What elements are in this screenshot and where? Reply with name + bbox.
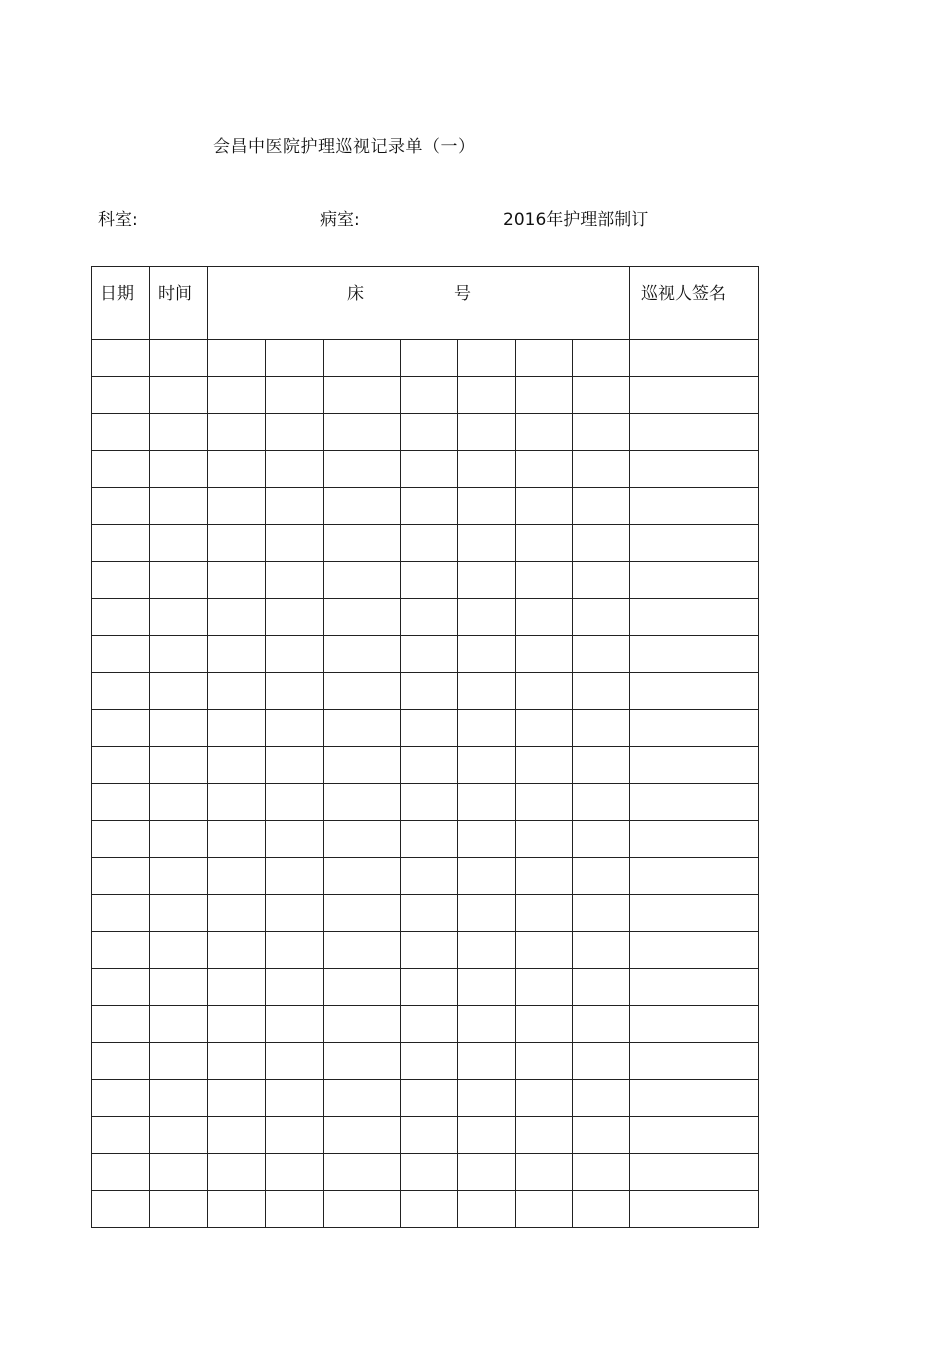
- bed-cell[interactable]: [266, 747, 324, 784]
- bed-cell[interactable]: [458, 1043, 516, 1080]
- signature-cell[interactable]: [630, 673, 759, 710]
- bed-cell[interactable]: [458, 525, 516, 562]
- date-cell[interactable]: [92, 414, 150, 451]
- table-row: [92, 488, 759, 525]
- time-cell[interactable]: [150, 340, 208, 377]
- bed-cell[interactable]: [324, 673, 401, 710]
- bed-cell[interactable]: [458, 451, 516, 488]
- bed-cell[interactable]: [208, 784, 266, 821]
- signature-cell[interactable]: [630, 451, 759, 488]
- bed-cell[interactable]: [458, 932, 516, 969]
- bed-cell[interactable]: [266, 1191, 324, 1228]
- signature-cell[interactable]: [630, 1191, 759, 1228]
- bed-cell[interactable]: [401, 414, 458, 451]
- date-cell[interactable]: [92, 377, 150, 414]
- table-row: [92, 673, 759, 710]
- signature-cell[interactable]: [630, 784, 759, 821]
- signature-cell[interactable]: [630, 636, 759, 673]
- bed-cell[interactable]: [573, 377, 630, 414]
- date-cell[interactable]: [92, 1154, 150, 1191]
- bed-cell[interactable]: [266, 1006, 324, 1043]
- bed-cell[interactable]: [573, 525, 630, 562]
- bed-cell[interactable]: [208, 821, 266, 858]
- bed-cell[interactable]: [458, 821, 516, 858]
- bed-cell[interactable]: [324, 1080, 401, 1117]
- bed-cell[interactable]: [458, 562, 516, 599]
- bed-cell[interactable]: [573, 636, 630, 673]
- bed-cell[interactable]: [208, 636, 266, 673]
- bed-cell[interactable]: [573, 821, 630, 858]
- time-cell[interactable]: [150, 377, 208, 414]
- bed-cell[interactable]: [401, 525, 458, 562]
- bed-cell[interactable]: [573, 488, 630, 525]
- bed-cell[interactable]: [458, 784, 516, 821]
- bed-cell[interactable]: [458, 636, 516, 673]
- bed-cell[interactable]: [458, 1117, 516, 1154]
- bed-cell[interactable]: [516, 636, 573, 673]
- bed-cell[interactable]: [266, 599, 324, 636]
- bed-cell[interactable]: [208, 488, 266, 525]
- table-row: [92, 562, 759, 599]
- bed-cell[interactable]: [324, 414, 401, 451]
- time-cell[interactable]: [150, 1117, 208, 1154]
- signature-cell[interactable]: [630, 858, 759, 895]
- bed-cell[interactable]: [516, 710, 573, 747]
- date-cell[interactable]: [92, 1117, 150, 1154]
- bed-cell[interactable]: [401, 710, 458, 747]
- bed-cell[interactable]: [573, 969, 630, 1006]
- bed-cell[interactable]: [208, 858, 266, 895]
- bed-cell[interactable]: [266, 932, 324, 969]
- maker-note: 2016年护理部制订: [503, 210, 649, 230]
- bed-cell[interactable]: [401, 1154, 458, 1191]
- bed-cell[interactable]: [208, 377, 266, 414]
- bed-cell[interactable]: [458, 1080, 516, 1117]
- time-cell[interactable]: [150, 414, 208, 451]
- date-cell[interactable]: [92, 451, 150, 488]
- department-label: 科室:: [98, 210, 138, 230]
- bed-cell[interactable]: [324, 932, 401, 969]
- bed-cell[interactable]: [266, 969, 324, 1006]
- bed-cell[interactable]: [324, 969, 401, 1006]
- table-row: [92, 1043, 759, 1080]
- bed-cell[interactable]: [266, 1043, 324, 1080]
- table-row: [92, 895, 759, 932]
- time-cell[interactable]: [150, 599, 208, 636]
- signature-cell[interactable]: [630, 821, 759, 858]
- bed-cell[interactable]: [266, 895, 324, 932]
- header-bed-number: [208, 267, 630, 340]
- bed-cell[interactable]: [401, 858, 458, 895]
- table-row: [92, 599, 759, 636]
- bed-cell[interactable]: [208, 1191, 266, 1228]
- date-cell[interactable]: [92, 710, 150, 747]
- time-cell[interactable]: [150, 1080, 208, 1117]
- bed-cell[interactable]: [324, 747, 401, 784]
- date-cell[interactable]: [92, 525, 150, 562]
- bed-cell[interactable]: [573, 599, 630, 636]
- bed-cell[interactable]: [458, 1191, 516, 1228]
- time-cell[interactable]: [150, 932, 208, 969]
- header-bed-char: 床: [347, 284, 364, 304]
- time-cell[interactable]: [150, 969, 208, 1006]
- bed-cell[interactable]: [324, 488, 401, 525]
- bed-cell[interactable]: [458, 969, 516, 1006]
- time-cell[interactable]: [150, 673, 208, 710]
- bed-cell[interactable]: [401, 488, 458, 525]
- bed-cell[interactable]: [401, 1043, 458, 1080]
- date-cell[interactable]: [92, 1006, 150, 1043]
- bed-cell[interactable]: [458, 1006, 516, 1043]
- bed-cell[interactable]: [266, 821, 324, 858]
- signature-cell[interactable]: [630, 414, 759, 451]
- bed-cell[interactable]: [401, 1117, 458, 1154]
- date-cell[interactable]: [92, 932, 150, 969]
- bed-cell[interactable]: [516, 1191, 573, 1228]
- date-cell[interactable]: [92, 673, 150, 710]
- bed-cell[interactable]: [401, 451, 458, 488]
- date-cell[interactable]: [92, 340, 150, 377]
- date-cell[interactable]: [92, 858, 150, 895]
- bed-cell[interactable]: [208, 451, 266, 488]
- bed-cell[interactable]: [324, 340, 401, 377]
- table-row: [92, 1191, 759, 1228]
- bed-cell[interactable]: [266, 562, 324, 599]
- signature-cell[interactable]: [630, 562, 759, 599]
- signature-cell[interactable]: [630, 1154, 759, 1191]
- bed-cell[interactable]: [573, 673, 630, 710]
- bed-cell[interactable]: [324, 1043, 401, 1080]
- table-row: [92, 451, 759, 488]
- bed-cell[interactable]: [324, 636, 401, 673]
- bed-cell[interactable]: [516, 488, 573, 525]
- table-row: [92, 969, 759, 1006]
- bed-cell[interactable]: [458, 340, 516, 377]
- table-row: [92, 784, 759, 821]
- bed-cell[interactable]: [266, 525, 324, 562]
- bed-cell[interactable]: [324, 1117, 401, 1154]
- signature-cell[interactable]: [630, 747, 759, 784]
- signature-cell[interactable]: [630, 932, 759, 969]
- time-cell[interactable]: [150, 784, 208, 821]
- bed-cell[interactable]: [458, 599, 516, 636]
- signature-cell[interactable]: [630, 1117, 759, 1154]
- patrol-record-table: [91, 266, 759, 1228]
- bed-cell[interactable]: [208, 747, 266, 784]
- bed-cell[interactable]: [516, 1006, 573, 1043]
- bed-cell[interactable]: [208, 340, 266, 377]
- bed-cell[interactable]: [266, 710, 324, 747]
- bed-cell[interactable]: [516, 747, 573, 784]
- table-row: [92, 1006, 759, 1043]
- bed-cell[interactable]: [324, 451, 401, 488]
- bed-cell[interactable]: [208, 969, 266, 1006]
- bed-cell[interactable]: [208, 932, 266, 969]
- signature-cell[interactable]: [630, 599, 759, 636]
- bed-cell[interactable]: [516, 1043, 573, 1080]
- time-cell[interactable]: [150, 1191, 208, 1228]
- bed-cell[interactable]: [324, 858, 401, 895]
- bed-cell[interactable]: [266, 488, 324, 525]
- bed-cell[interactable]: [458, 673, 516, 710]
- bed-cell[interactable]: [324, 525, 401, 562]
- signature-cell[interactable]: [630, 969, 759, 1006]
- bed-cell[interactable]: [208, 895, 266, 932]
- bed-cell[interactable]: [516, 562, 573, 599]
- table-header-row: [92, 267, 759, 340]
- bed-cell[interactable]: [516, 1117, 573, 1154]
- bed-cell[interactable]: [401, 377, 458, 414]
- bed-cell[interactable]: [401, 1006, 458, 1043]
- signature-cell[interactable]: [630, 488, 759, 525]
- bed-cell[interactable]: [208, 1006, 266, 1043]
- time-cell[interactable]: [150, 895, 208, 932]
- bed-cell[interactable]: [573, 710, 630, 747]
- date-cell[interactable]: [92, 562, 150, 599]
- bed-cell[interactable]: [516, 821, 573, 858]
- bed-cell[interactable]: [516, 340, 573, 377]
- bed-cell[interactable]: [573, 1006, 630, 1043]
- signature-cell[interactable]: [630, 710, 759, 747]
- bed-cell[interactable]: [458, 710, 516, 747]
- ward-label: 病室:: [320, 210, 360, 230]
- time-cell[interactable]: [150, 525, 208, 562]
- bed-cell[interactable]: [208, 673, 266, 710]
- bed-cell[interactable]: [458, 377, 516, 414]
- bed-cell[interactable]: [573, 340, 630, 377]
- bed-cell[interactable]: [401, 599, 458, 636]
- bed-cell[interactable]: [516, 784, 573, 821]
- bed-cell[interactable]: [516, 414, 573, 451]
- date-cell[interactable]: [92, 747, 150, 784]
- signature-cell[interactable]: [630, 377, 759, 414]
- bed-cell[interactable]: [401, 673, 458, 710]
- bed-cell[interactable]: [401, 969, 458, 1006]
- bed-cell[interactable]: [266, 636, 324, 673]
- bed-cell[interactable]: [458, 858, 516, 895]
- bed-cell[interactable]: [516, 525, 573, 562]
- table-row: [92, 414, 759, 451]
- bed-cell[interactable]: [516, 1154, 573, 1191]
- date-cell[interactable]: [92, 488, 150, 525]
- table-row: [92, 525, 759, 562]
- bed-cell[interactable]: [208, 525, 266, 562]
- bed-cell[interactable]: [573, 895, 630, 932]
- bed-cell[interactable]: [324, 562, 401, 599]
- bed-cell[interactable]: [401, 932, 458, 969]
- bed-cell[interactable]: [458, 488, 516, 525]
- time-cell[interactable]: [150, 1154, 208, 1191]
- bed-cell[interactable]: [573, 562, 630, 599]
- bed-cell[interactable]: [324, 895, 401, 932]
- table-row: [92, 710, 759, 747]
- table-row: [92, 636, 759, 673]
- bed-cell[interactable]: [516, 599, 573, 636]
- bed-cell[interactable]: [573, 932, 630, 969]
- bed-cell[interactable]: [208, 1117, 266, 1154]
- bed-cell[interactable]: [324, 1191, 401, 1228]
- time-cell[interactable]: [150, 562, 208, 599]
- bed-cell[interactable]: [573, 747, 630, 784]
- date-cell[interactable]: [92, 969, 150, 1006]
- bed-cell[interactable]: [573, 858, 630, 895]
- time-cell[interactable]: [150, 1043, 208, 1080]
- bed-cell[interactable]: [516, 377, 573, 414]
- bed-cell[interactable]: [266, 1080, 324, 1117]
- bed-cell[interactable]: [208, 1043, 266, 1080]
- bed-cell[interactable]: [208, 1080, 266, 1117]
- header-time: 时间: [150, 267, 208, 340]
- bed-cell[interactable]: [266, 340, 324, 377]
- signature-cell[interactable]: [630, 1006, 759, 1043]
- bed-cell[interactable]: [324, 1006, 401, 1043]
- date-cell[interactable]: [92, 1080, 150, 1117]
- time-cell[interactable]: [150, 1006, 208, 1043]
- bed-cell[interactable]: [266, 377, 324, 414]
- bed-cell[interactable]: [266, 414, 324, 451]
- table-row: [92, 747, 759, 784]
- bed-cell[interactable]: [324, 710, 401, 747]
- table-row: [92, 340, 759, 377]
- bed-cell[interactable]: [401, 1191, 458, 1228]
- bed-cell[interactable]: [401, 340, 458, 377]
- signature-cell[interactable]: [630, 1080, 759, 1117]
- bed-cell[interactable]: [573, 1154, 630, 1191]
- time-cell[interactable]: [150, 710, 208, 747]
- bed-cell[interactable]: [208, 1154, 266, 1191]
- bed-cell[interactable]: [401, 747, 458, 784]
- bed-cell[interactable]: [458, 895, 516, 932]
- time-cell[interactable]: [150, 747, 208, 784]
- time-cell[interactable]: [150, 488, 208, 525]
- time-cell[interactable]: [150, 636, 208, 673]
- bed-cell[interactable]: [208, 414, 266, 451]
- date-cell[interactable]: [92, 599, 150, 636]
- header-signature: 巡视人签名: [630, 267, 759, 340]
- bed-cell[interactable]: [324, 821, 401, 858]
- bed-cell[interactable]: [266, 1117, 324, 1154]
- bed-cell[interactable]: [401, 895, 458, 932]
- date-cell[interactable]: [92, 895, 150, 932]
- bed-cell[interactable]: [573, 784, 630, 821]
- date-cell[interactable]: [92, 784, 150, 821]
- bed-cell[interactable]: [573, 1080, 630, 1117]
- table-row: [92, 377, 759, 414]
- bed-cell[interactable]: [458, 747, 516, 784]
- bed-cell[interactable]: [266, 1154, 324, 1191]
- bed-cell[interactable]: [458, 414, 516, 451]
- bed-cell[interactable]: [516, 969, 573, 1006]
- bed-cell[interactable]: [324, 599, 401, 636]
- table-row: [92, 1080, 759, 1117]
- table-row: [92, 858, 759, 895]
- bed-cell[interactable]: [516, 932, 573, 969]
- date-cell[interactable]: [92, 1043, 150, 1080]
- bed-cell[interactable]: [516, 1080, 573, 1117]
- bed-cell[interactable]: [401, 821, 458, 858]
- bed-cell[interactable]: [458, 1154, 516, 1191]
- table-row: [92, 932, 759, 969]
- signature-cell[interactable]: [630, 1043, 759, 1080]
- bed-cell[interactable]: [516, 895, 573, 932]
- date-cell[interactable]: [92, 821, 150, 858]
- table-row: [92, 1154, 759, 1191]
- bed-cell[interactable]: [266, 784, 324, 821]
- header-date: 日期: [92, 267, 150, 340]
- header-number-char: 号: [454, 284, 471, 304]
- bed-cell[interactable]: [324, 784, 401, 821]
- bed-cell[interactable]: [573, 451, 630, 488]
- bed-cell[interactable]: [324, 1154, 401, 1191]
- bed-cell[interactable]: [516, 858, 573, 895]
- bed-cell[interactable]: [266, 673, 324, 710]
- signature-cell[interactable]: [630, 340, 759, 377]
- bed-cell[interactable]: [401, 562, 458, 599]
- bed-cell[interactable]: [573, 1043, 630, 1080]
- bed-cell[interactable]: [516, 451, 573, 488]
- bed-cell[interactable]: [573, 1117, 630, 1154]
- date-cell[interactable]: [92, 1191, 150, 1228]
- signature-cell[interactable]: [630, 895, 759, 932]
- date-cell[interactable]: [92, 636, 150, 673]
- document-title: 会昌中医院护理巡视记录单（一）: [213, 137, 476, 157]
- bed-cell[interactable]: [208, 710, 266, 747]
- time-cell[interactable]: [150, 821, 208, 858]
- bed-cell[interactable]: [401, 784, 458, 821]
- bed-cell[interactable]: [401, 636, 458, 673]
- table-row: [92, 1117, 759, 1154]
- bed-cell[interactable]: [573, 1191, 630, 1228]
- bed-cell[interactable]: [324, 377, 401, 414]
- bed-cell[interactable]: [208, 599, 266, 636]
- bed-cell[interactable]: [401, 1080, 458, 1117]
- bed-cell[interactable]: [266, 451, 324, 488]
- bed-cell[interactable]: [266, 858, 324, 895]
- signature-cell[interactable]: [630, 525, 759, 562]
- time-cell[interactable]: [150, 858, 208, 895]
- table-row: [92, 821, 759, 858]
- bed-cell[interactable]: [573, 414, 630, 451]
- bed-cell[interactable]: [208, 562, 266, 599]
- bed-cell[interactable]: [516, 673, 573, 710]
- time-cell[interactable]: [150, 451, 208, 488]
